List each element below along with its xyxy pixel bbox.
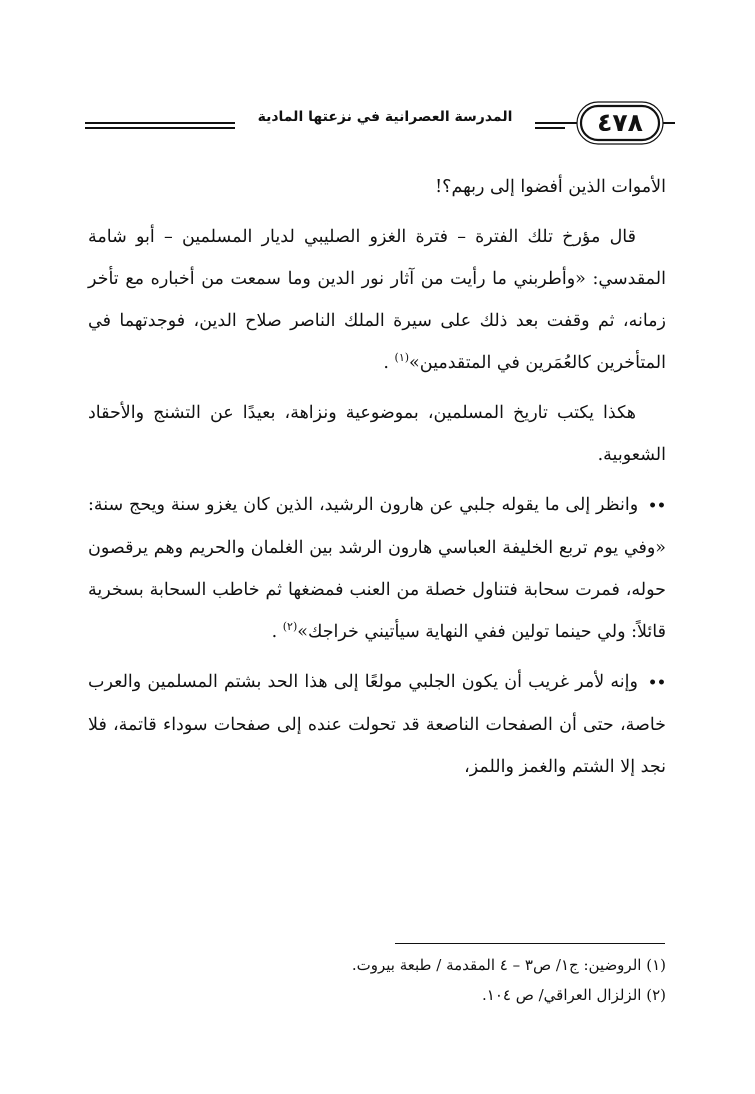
footnote-1: (١) الروضين: ج١/ ص٣ – ٤ المقدمة / طبعة بيروت. [351,956,666,974]
paragraph-4-text: وانظر إلى ما يقوله جلبي عن هارون الرشيد، الذين كان يغزو سنة ويحج سنة: «وفي يوم تربع الخليفة العباسي هارون الرشد بين الغلمان والحريم وهم يرقصون حوله، فمرت سحابة فتناول خصلة من العنب فمضغها ثم خاطب السحابة بسخرية قائلاً: ولي حينما تولين ففي النهاية سيأتيني خراجك» [88,495,666,642]
paragraph-4-end: . [271,622,278,642]
paragraph-2-end: . [383,353,389,373]
footnote-ref-2: (٢) [282,620,298,634]
paragraph-4 [88,484,666,653]
paragraph-5 [88,661,666,788]
paragraph-2-text: قال مؤرخ تلك الفترة – فترة الغزو الصليبي لديار المسلمين – أبو شامة المقدسي: «وأطربني ما رأيت من آثار نور الدين وما سمعت من أخباره مع تأخر زمانه، ثم وقفت بعد ذلك على سيرة الملك الناصر صلاح الدين، فوجدتهما في المتأخرين كالعُمَرين في المتقدمين» [88,227,666,373]
footnote-separator [395,943,665,944]
footnotes [88,950,666,1010]
body-text [88,166,666,796]
paragraph-2 [88,216,666,384]
bullet-icon: •• [648,675,666,691]
page-header [85,98,675,154]
page-number-frame [565,98,675,148]
paragraph-3: هكذا يكتب تاريخ المسلمين، بموضوعية ونزاهة، بعيدًا عن التشنج والأحقاد الشعوبية. [88,403,666,465]
paragraph-5-text: وإنه لأمر غريب أن يكون الجلبي مولعًا إلى هذا الحد بشتم المسلمين والعرب خاصة، حتى أن الصفحات الناصعة قد تحولت عنده إلى صفحات سوداء قاتمة، فلا نجد إلا الشتم والغمز واللمز، [88,672,666,777]
running-title: المدرسة العصرانية في نزعتها المادية [235,102,535,132]
page-number: ٤٧٨ [597,108,643,137]
footnote-2: (٢) الزلزال العراقي/ ص ١٠٤. [481,986,666,1004]
paragraph-1: الأموات الذين أفضوا إلى ربهم؟! [435,177,666,197]
bullet-icon: •• [648,498,666,514]
footnote-ref-1: (١) [394,351,410,365]
